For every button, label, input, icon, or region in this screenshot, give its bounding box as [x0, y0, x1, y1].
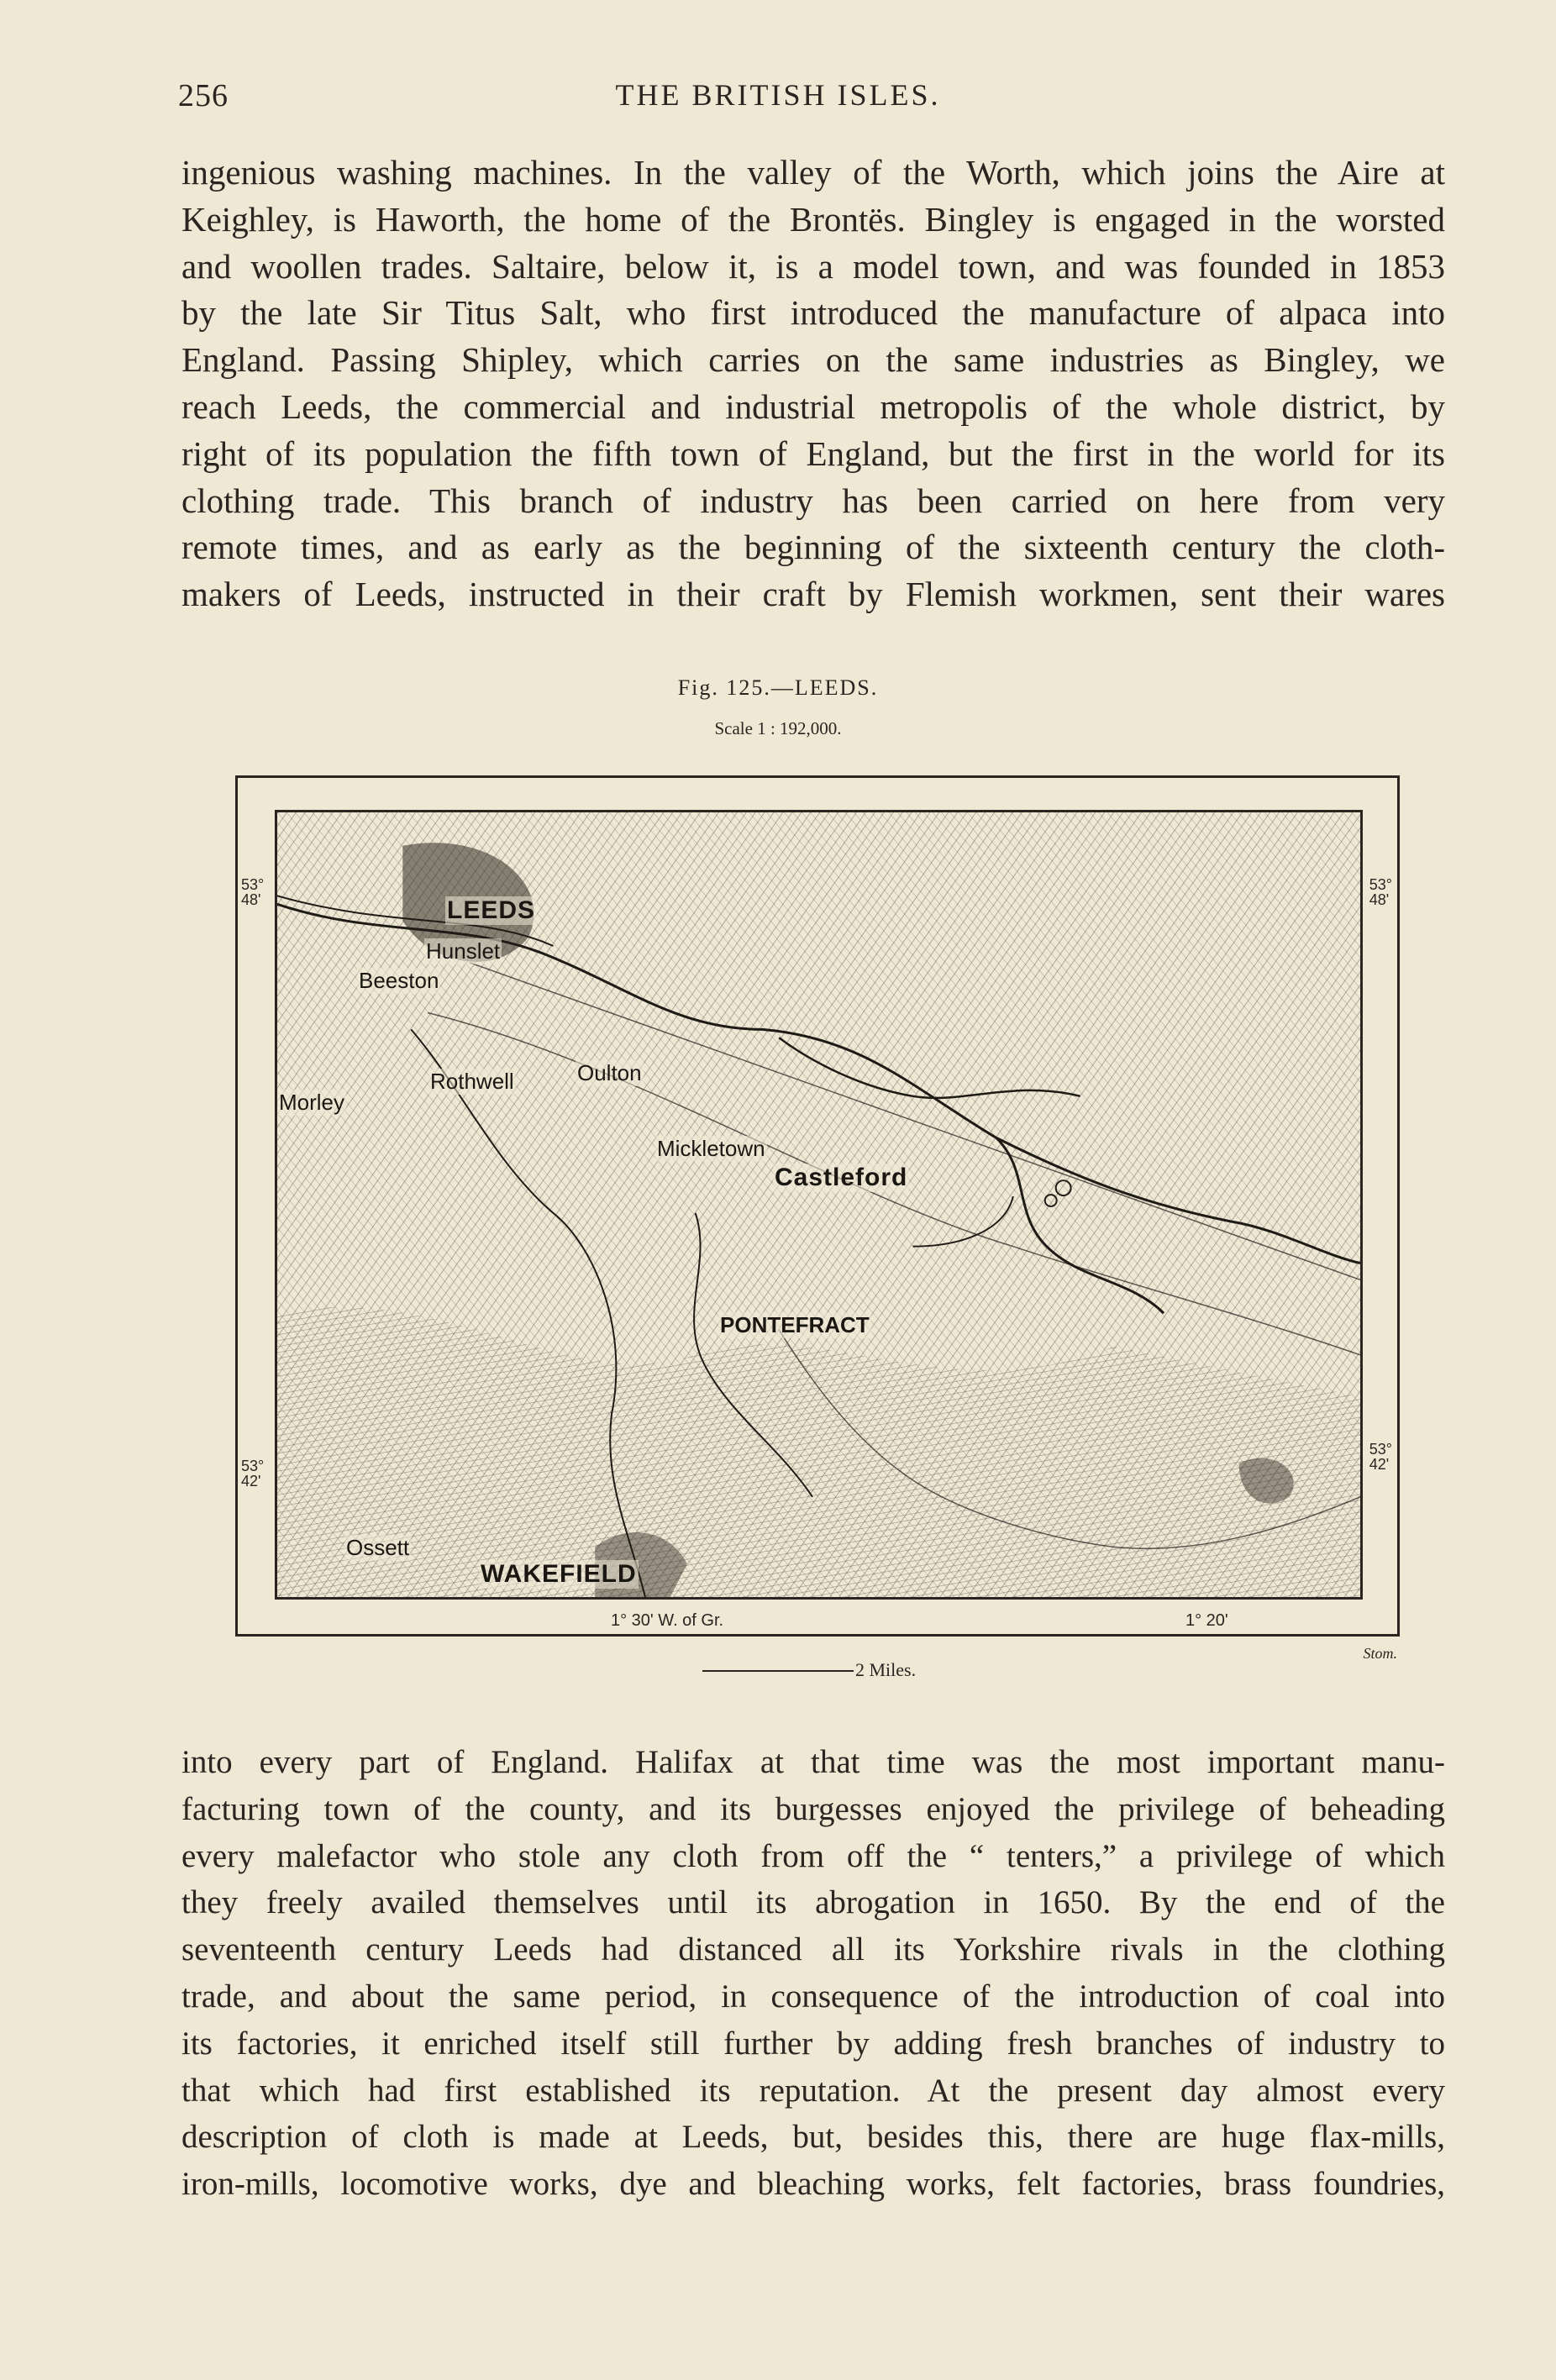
text-line: clothing trade. This branch of industry has been carried on here from very — [181, 481, 1445, 520]
text-line: facturing town of the county, and its burgesses enjoyed the privilege of beheading — [181, 1790, 1445, 1827]
lat-label-top-left: 53° 48' — [241, 876, 265, 908]
map-frame — [235, 775, 1400, 1662]
text-line: reach Leeds, the commercial and industrial metropolis of the whole district, by — [181, 386, 1445, 426]
figure-scale: Scale 1 : 192,000. — [714, 718, 842, 738]
text-line: makers of Leeds, instructed in their craft by Flemish workmen, sent their wares — [181, 575, 1445, 614]
engraver-signature: Stom. — [1363, 1645, 1397, 1662]
text-line: seventeenth century Leeds had distanced all its Yorkshire rivals in the clothing — [181, 1931, 1445, 1968]
lat-label-bottom-left: 53° 42' — [241, 1458, 265, 1489]
map-engraving — [277, 812, 1360, 1597]
text-line: ingenious washing machines. In the valley of the Worth, which joins the Aire at — [181, 153, 1445, 192]
map-label-castleford: Castleford — [775, 1164, 908, 1191]
text-line: trade, and about the same period, in consequence of the introduction of coal into — [181, 1978, 1445, 2015]
map-label-leeds: LEEDS — [447, 896, 536, 924]
map-label-hunslet: Hunslet — [426, 938, 501, 964]
text-line: that which had first established its reputation. At the present day almost every — [181, 2072, 1445, 2109]
page-number: 256 — [178, 78, 229, 113]
scale-bar — [702, 1670, 854, 1672]
text-line: and woollen trades. Saltaire, below it, is a model town, and was founded in 1853 — [181, 246, 1445, 286]
text-line: England. Passing Shipley, which carries on the same industries as Bingley, we — [181, 340, 1445, 380]
paragraph-top — [181, 150, 1445, 618]
map-label-pontefract: PONTEFRACT — [720, 1312, 870, 1337]
running-head: THE BRITISH ISLES. — [615, 78, 941, 112]
map-label-morley: Morley — [279, 1090, 345, 1115]
map-label-oulton: Oulton — [577, 1060, 642, 1085]
map-label-wakefield: WAKEFIELD — [481, 1560, 637, 1588]
text-line: they freely availed themselves until its abrogation in 1650. By the end of the — [181, 1884, 1445, 1921]
map — [275, 810, 1363, 1600]
text-line: remote times, and as early as the beginning of the sixteenth century the cloth- — [181, 528, 1445, 567]
map-label-rothwell: Rothwell — [430, 1069, 514, 1094]
text-line: every malefactor who stole any cloth from off the “ tenters,” a privilege of which — [181, 1837, 1445, 1874]
text-line: Keighley, is Haworth, the home of the Brontës. Bingley is engaged in the worsted — [181, 199, 1445, 239]
paragraph-bottom — [181, 1739, 1445, 2208]
map-label-ossett: Ossett — [346, 1535, 410, 1560]
lat-label-top-right: 53° 48' — [1369, 876, 1392, 908]
text-line: right of its population the fifth town of England, but the first in the world for its — [181, 433, 1445, 473]
text-line: into every part of England. Halifax at that time was the most important manu- — [181, 1744, 1445, 1780]
text-line: by the late Sir Titus Salt, who first introduced the manufacture of alpaca into — [181, 293, 1445, 333]
text-line: description of cloth is made at Leeds, but, besides this, there are huge flax-mills, — [181, 2119, 1445, 2156]
lon-label-right: 1° 20' — [1185, 1611, 1228, 1630]
map-label-beeston: Beeston — [359, 968, 439, 993]
map-label-mickletown: Mickletown — [657, 1136, 765, 1161]
text-line: its factories, it enriched itself still further by adding fresh branches of industry to — [181, 2025, 1445, 2062]
text-line: iron-mills, locomotive works, dye and bleaching works, felt factories, brass foundries, — [181, 2166, 1445, 2203]
lat-label-bottom-right: 53° 42' — [1369, 1441, 1392, 1473]
figure-caption: Fig. 125.—LEEDS. — [677, 675, 879, 700]
scale-bar-label: 2 Miles. — [855, 1659, 917, 1680]
lon-label-left: 1° 30' W. of Gr. — [611, 1611, 724, 1630]
